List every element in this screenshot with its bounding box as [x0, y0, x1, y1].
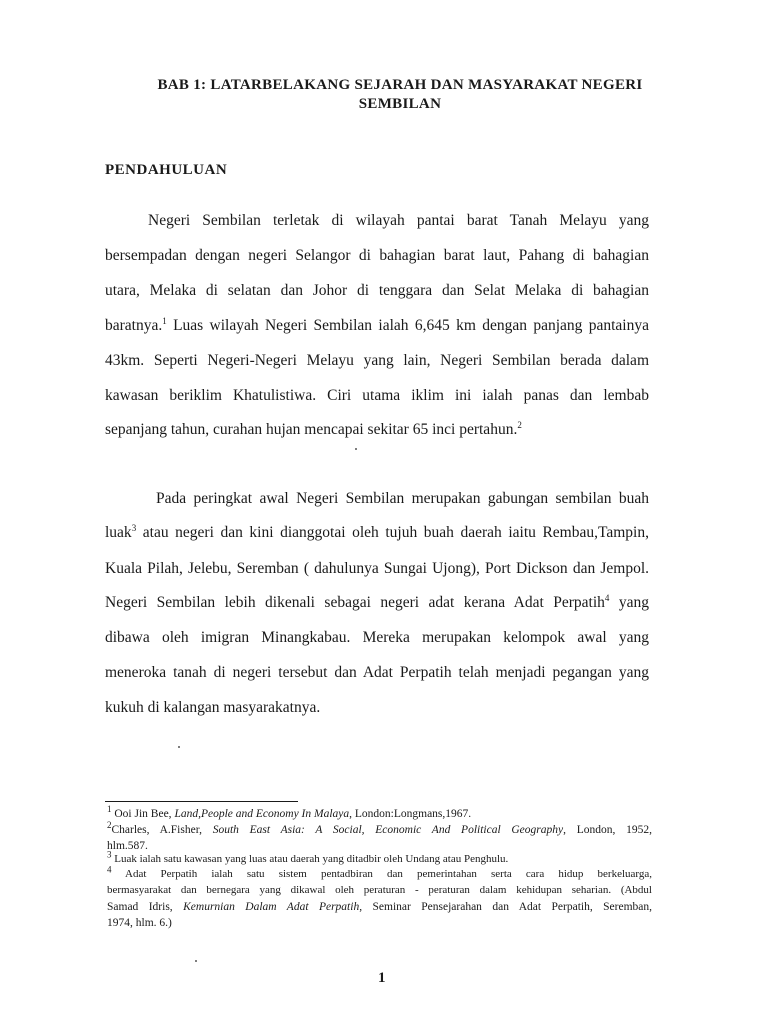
footnote-4: $^4$ Adat Perpatih ialah satu sistem pentadbiran dan pemerintahan serta cara hidup berkeluarga, — [107, 864, 652, 880]
para1-line: sepanjang tahun, curahan hujan mencapai sekitar 65 inci pertahun.$^2$ — [105, 419, 522, 438]
chapter-title-line2: SEMBILAN — [358, 96, 442, 112]
footnote-ref: 1 — [162, 315, 167, 326]
para1-line: kawasan beriklim Khatulistiwa. Ciri utama iklim ini ialah panas dan lembab — [105, 387, 649, 404]
footnote-1: $^1$ Ooi Jin Bee, Land,People and Economy In Malaya, London:Longmans,1967. — [107, 804, 472, 820]
footnote-4-cont: bermasyarakat dan bernegara yang dikawal oleh peraturan - peraturan dalam kehidupan seharian. (Abdul — [107, 884, 652, 896]
footnote-3: $^3$ Luak ialah satu kawasan yang luas atau daerah yang ditadbir oleh Undang atau Penghulu. — [107, 849, 509, 865]
footnote-divider — [105, 801, 298, 802]
footnote-ref: 2 — [517, 419, 522, 430]
footnote-ref: 4 — [604, 592, 610, 603]
scan-speck — [195, 960, 197, 962]
para2-line: dibawa oleh imigran Minangkabau. Mereka merupakan kelompok awal yang — [105, 629, 649, 646]
para2-line: Negeri Sembilan lebih dikenali sebagai negeri adat kerana Adat Perpatih$^4$ yang — [105, 592, 649, 611]
para2-line: Pada peringkat awal Negeri Sembilan merupakan gabungan sembilan buah — [156, 490, 649, 507]
footnote-ref: 3 — [131, 522, 137, 533]
para2-line: kukuh di kalangan masyarakatnya. — [105, 699, 321, 716]
para2-line: Kuala Pilah, Jelebu, Seremban ( dahulunya Sungai Ujong), Port Dickson dan Jempol. — [105, 560, 649, 577]
para2-line: luak$^3$ atau negeri dan kini dianggotai oleh tujuh buah daerah iaitu Rembau,Tampin, — [105, 522, 649, 541]
scan-speck — [178, 746, 180, 748]
para1-line: baratnya.$^1$ Luas wilayah Negeri Sembilan ialah 6,645 km dengan panjang pantainya — [105, 315, 649, 334]
para2-line: meneroka tanah di negeri tersebut dan Adat Perpatih telah menjadi pegangan yang — [105, 664, 649, 681]
para1-line: 43km. Seperti Negeri-Negeri Melayu yang lain, Negeri Sembilan berada dalam — [105, 352, 649, 369]
para1-line: bersempadan dengan negeri Selangor di bahagian barat laut, Pahang di bahagian — [105, 247, 649, 264]
page-number: 1 — [378, 970, 386, 986]
footnote-2-cont: hlm.587. — [107, 840, 148, 852]
para1-line: Negeri Sembilan terletak di wilayah pantai barat Tanah Melayu yang — [148, 212, 649, 229]
footnote-4-cont: Samad Idris, Kemurnian Dalam Adat Perpatih, Seminar Pensejarahan dan Adat Perpatih, Seremban, — [107, 901, 652, 913]
footnote-2: $^2$Charles, A.Fisher, South East Asia: A Social, Economic And Political Geography, London, 1952, — [107, 820, 652, 836]
footnote-4-cont: 1974, hlm. 6.) — [107, 917, 172, 929]
chapter-title-line1: BAB 1: LATARBELAKANG SEJARAH DAN MASYARAKAT NEGERI — [157, 77, 643, 93]
para1-line: utara, Melaka di selatan dan Johor di tenggara dan Selat Melaka di bahagian — [105, 282, 649, 299]
scan-speck — [355, 448, 357, 450]
section-heading: PENDAHULUAN — [105, 162, 228, 178]
